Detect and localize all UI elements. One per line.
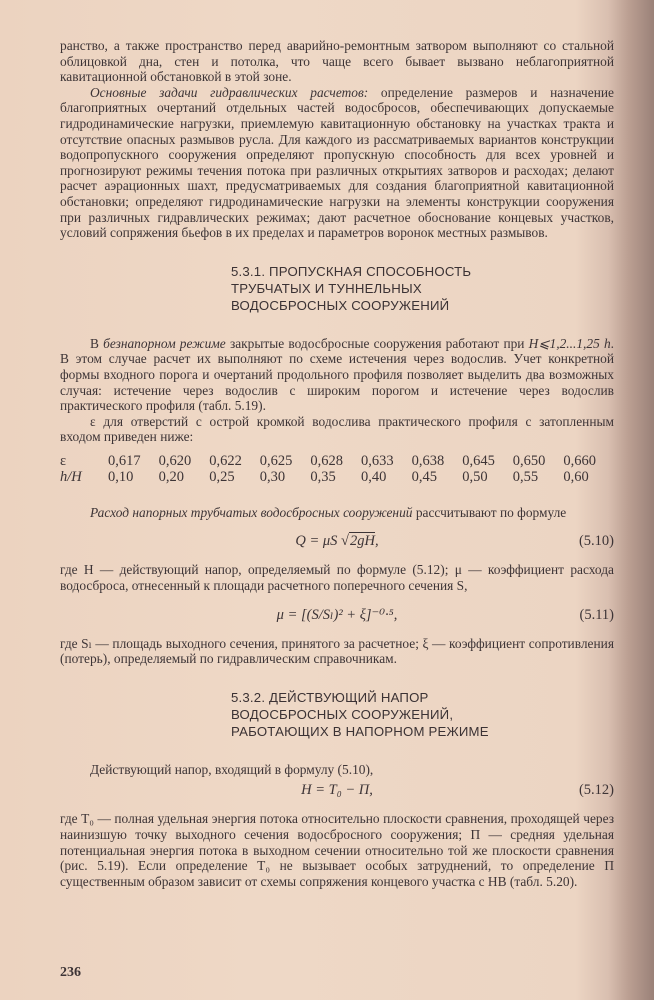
page-number: 236 xyxy=(60,965,81,980)
paragraph-free-flow: В безнапорном режиме закрытые водосбросные сооружения работают при H⩽1,2...1,25 h. В этом случае расчет их выполняют по схеме истечения через водослив. Учет конкретной формы входного порога и очертаний продольного профиля позволяет выделить два возможных случая: истечение через водослив с широким порогом и истечение через водослив практического профиля (табл. 5.19). xyxy=(60,335,614,414)
paragraph-epsilon: ε для отверстий с острой кромкой водослива практического профиля с затопленным входом приведен ниже: xyxy=(60,413,614,445)
formula-5-11: μ = [(S/Sₗ)² + ξ]⁻⁰·⁵, (5.11) xyxy=(276,606,614,623)
paragraph-intro: ранство, а также пространство перед аварийно-ремонтным затвором выполняют со стальной облицовкой дна, стен и потолка, что чаще всего бывает вызвано неблагоприятной кавитационной обстановкой в этой зоне. xyxy=(60,38,614,85)
section-heading-5-3-2: 5.3.2. ДЕЙСТВУЮЩИЙ НАПОР ВОДОСБРОСНЫХ СООРУЖЕНИЙ, РАБОТАЮЩИХ В НАПОРНОМ РЕЖИМЕ xyxy=(231,689,489,739)
paragraph-where-s: где Sₗ — площадь выходного сечения, принятого за расчетное; ξ — коэффициент сопротивления (потерь), определяемый по гидравлическим справочникам. xyxy=(60,635,614,667)
italic-term: Основные задачи гидравлических расчетов: xyxy=(90,84,369,100)
paragraph-where-t0: где T₀ — полная удельная энергия потока относительно плоскости сравнения, проходящей через наинизшую точку выходного сечения водосбросного сооружения; П — средняя удельная потенциальная энергия потока в выходном сечении относительно той же плоскости сравнения (рис. 5.19). Если определение T₀ не вызывает особых затруднений, то определение П существенным образом зависит от схемы сопряжения концевого участка с НВ (табл. 5.20). xyxy=(60,811,614,889)
page-body xyxy=(60,38,614,889)
paragraph-effective-head: Действующий напор, входящий в формулу (5.10), xyxy=(90,761,374,777)
formula-5-10: Q = μS √2gH, (5.10) xyxy=(295,533,614,550)
paragraph-pressure-discharge: Расход напорных трубчатых водосбросных сооружений рассчитывают по формуле xyxy=(90,504,567,520)
section-heading-5-3-1: 5.3.1. ПРОПУСКНАЯ СПОСОБНОСТЬ ТРУБЧАТЫХ И ТУННЕЛЬНЫХ ВОДОСБРОСНЫХ СООРУЖЕНИЙ xyxy=(231,263,472,313)
formula-5-12: H = T₀ − П, (5.12) xyxy=(301,782,614,799)
epsilon-table: ε 0,617 0,620 0,622 0,625 0,628 0,633 0,638 0,645 0,650 0,660 h/H 0,10 0,20 0,25 0,30 0,35 0,40 0,45 0,50 0,55 0,60 xyxy=(60,452,597,485)
paragraph-where-h: где H — действующий напор, определяемый по формуле (5.12); μ — коэффициент расхода водосброса, отнесенный к площади расчетного поперечного сечения S, xyxy=(60,562,614,594)
paragraph-hydraulic-tasks: Основные задачи гидравлических расчетов: определение размеров и назначение благоприятных очертаний отдельных частей водосбросов, обеспечивающих допускаемые гидродинамические нагрузки, приемлемую кавитационную обстановку на участках тракта и отсутствие опасных размывов русла. Для каждого из рассматриваемых вариантов конструкции водопропускного сооружения определяют пропускную способность для всех уровней и прогнозируют режимы течения потока при различных открытиях затворов и расходах; делают расчет аэрационных шахт, предусматриваемых для создания благоприятной кавитационной обстановки; определяют гидродинамические нагрузки на элементы конструкции сооружения при различных гидравлических режимах; дают расчетное обоснование концевых участков, условий сопряжения бьефов в их пределах и параметров воронок местных размывов. xyxy=(60,84,614,241)
